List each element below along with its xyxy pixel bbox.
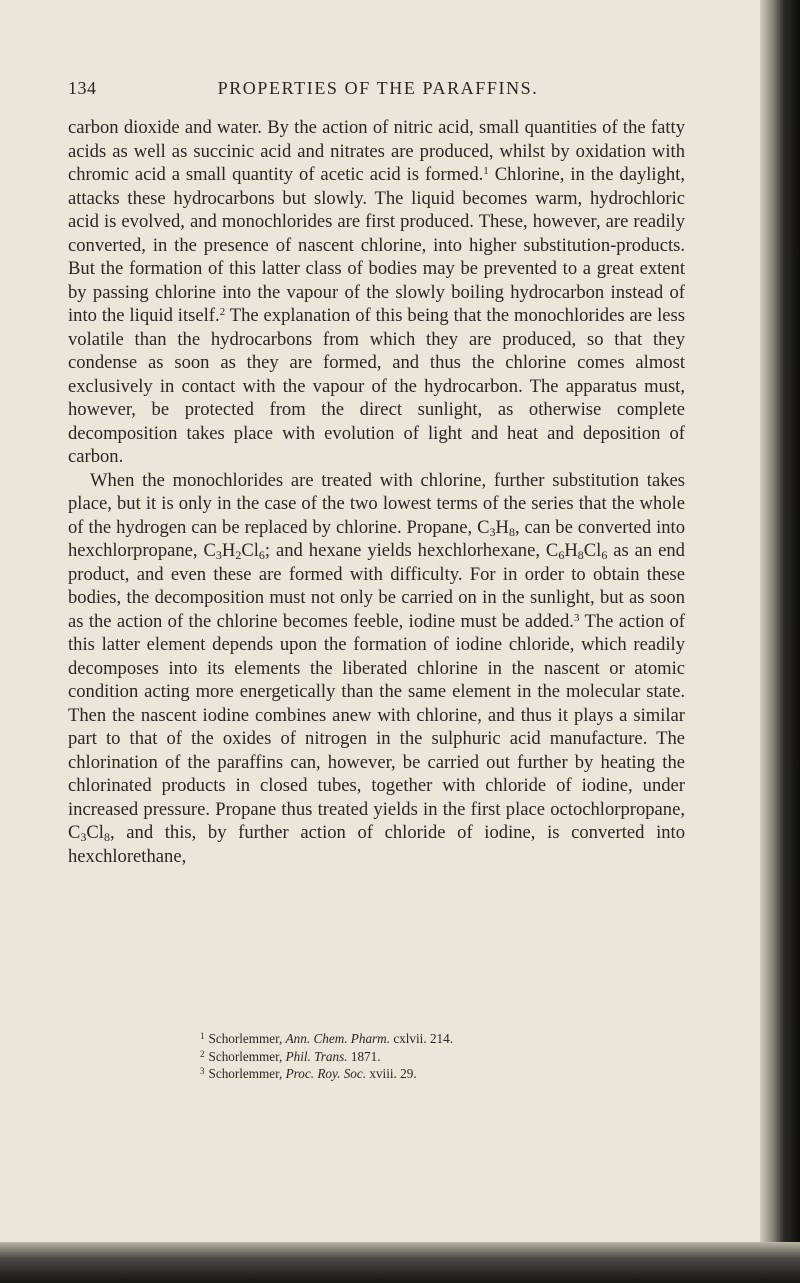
scan-bottom-edge [0,1242,800,1283]
text-run: Cl [241,540,259,561]
footnote-ref: 1 [483,165,489,177]
book-spine-shadow [760,0,800,1283]
footnote-source: Phil. Trans. [285,1048,348,1064]
footnote-source: Proc. Roy. Soc. [285,1066,367,1081]
formula-subscript: 3 [80,830,87,844]
text-run: H [495,516,509,538]
paragraph [68,116,685,469]
footnote-author: Schorlemmer, [208,1031,286,1046]
text-run: , and this, by further action of chloride of iodine, is converted into hexchlorethane, [68,822,685,867]
text-run: as an end product, and even these are formed with difficulty. For in order to obtain these bodies, the decomposition must not only be carried on in the sunlight, but as soon as the action of the chlorine becomes feeble, iodine must be added. [68,540,685,632]
text-run: The action of this latter element depends upon the formation of iodine chloride, which readily decomposes into its elements the liberated chlorine in the nascent or atomic condition acting more energetically than the same element in the molecular state. Then the nascent iodine combines anew with chlorine, and thus it plays a similar part to that of the oxides of nitrogen in the sulphuric acid manufacture. The chlorination of the paraffins can, however, be carried out further by heating the chlorinated products in closed tubes, together with chloride of iodine, under increased pressure. Propane thus treated yields in the first place octochlorpropane, C [68,610,685,843]
footnote-mark: 3 [200,1066,205,1076]
footnote-ref: 3 [573,611,580,624]
formula-subscript: 8 [508,524,515,539]
footnote [68,1029,685,1047]
footnote [68,1064,685,1082]
paragraph [68,469,685,869]
text-run: ; and hexane yields hexchlorhexane, C [264,540,559,561]
body-text [68,116,685,868]
page-number: 134 [68,78,97,98]
footnote-author: Schorlemmer, [208,1048,286,1064]
footnote-mark: 2 [200,1048,205,1059]
page-header [68,78,688,104]
text-run: Chlorine, in the daylight, attacks these hydrocarbons but slowly. The liquid becomes warm, hydrochloric acid is evolved, and monochlorides are first produced. These, however, are readily converted, in the presence of nascent chlorine, into higher substitution-products. But the formation of this latter class of bodies may be prevented to a great extent by passing chlorine into the vapour of the slowly boiling hydrocarbon instead of into the liquid itself. [68,164,686,326]
footnotes [68,1029,685,1082]
text-run: Cl [86,822,104,843]
text-run: , can be converted into hexchlorpropane, C [68,516,685,561]
footnote-reference: 1871. [347,1048,381,1064]
text-run: When the monochlorides are treated with chlorine, further substitution takes place, but it is only in the case of the two lowest terms of the series that the whole of the hydrogen can be replaced by chlorine. Propane, C [68,469,685,538]
text-run: H [564,540,578,561]
text-run: H [221,540,236,561]
footnote-mark: 1 [200,1031,205,1041]
formula-subscript: 6 [558,548,565,562]
formula-subscript: 8 [577,548,584,562]
text-run: Cl [583,540,602,561]
footnote-ref: 2 [219,306,226,318]
formula-subscript: 3 [489,524,496,539]
formula-subscript: 3 [215,548,222,562]
formula-subscript: 6 [258,548,265,562]
footnote [68,1047,685,1065]
text-run: The explanation of this being that the monochlorides are less volatile than the hydrocarbons from which they are produced, so that they condense as soon as they are formed, and thus the chlorine comes almost exclusively in contact with the vapour of the hydrocarbon. The apparatus must, however, be protected from the direct sunlight, as otherwise complete decomposition takes place with evolution of light and heat and deposition of carbon. [68,305,685,467]
footnote-author: Schorlemmer, [208,1066,286,1081]
footnote-reference: cxlvii. 214. [390,1031,454,1046]
formula-subscript: 6 [601,548,608,562]
footnote-reference: xviii. 29. [366,1066,417,1081]
formula-subscript: 2 [235,548,242,562]
footnote-source: Ann. Chem. Pharm. [285,1031,391,1046]
formula-subscript: 8 [103,830,110,844]
running-title: PROPERTIES OF THE PARAFFINS. [217,78,539,98]
text-run: carbon dioxide and water. By the action of nitric acid, small quantities of the fatty acids as well as succinic acid and nitrates are produced, whilst by oxidation with chromic acid a small quantity of acetic acid is formed. [68,117,685,185]
